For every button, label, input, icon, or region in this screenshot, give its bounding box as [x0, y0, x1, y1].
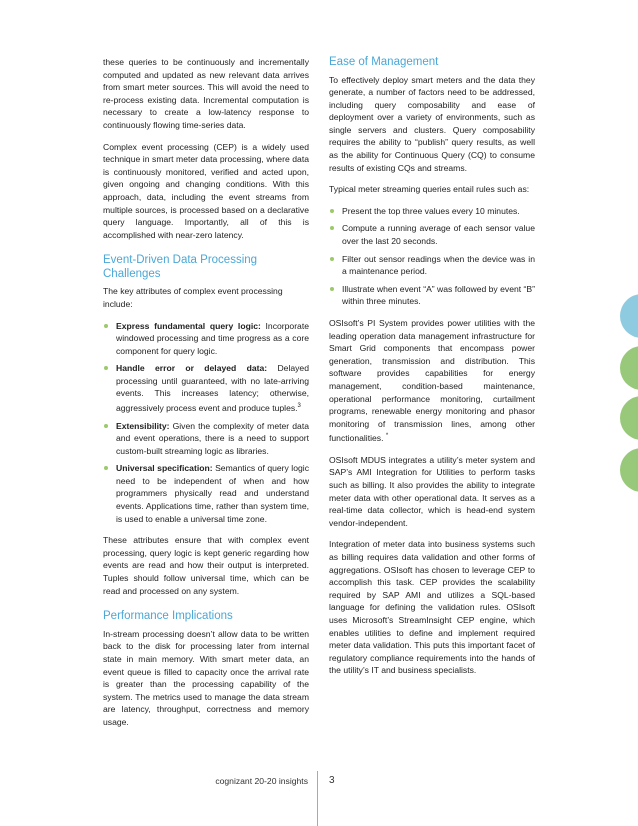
- section-heading-performance: Performance Implications: [103, 610, 233, 623]
- integration-paragraph: Integration of meter data into business systems such as billing requires data validation and other forms of aggregations. OSIsoft has chosen to leverage CEP to accomplish this task. CEP provides the scalability required by SAP AMI and utilizes a SQL-based language for defining the validation rules. OSIsoft uses Microsoft’s StreamInsight CEP engine, which enables utilities to define and implement required meter data validation. This puts this important facet of regulatory compliance requirements into the hands of the utility’s IT and business specialists.: [329, 539, 535, 676]
- left-column: [103, 56, 309, 737]
- section-heading-ease-of-management: Ease of Management: [329, 56, 439, 68]
- list-item: [103, 462, 309, 525]
- performance-paragraph: In-stream processing doesn’t allow data to be written back to the disk for processing later from internal state in main memory. With smart meter data, an event queue is filled to capacity once the arrival rate is greater than the processing capability of the system. The metrics used to manage the data stream are latency, throughput, correctness and memory usage.: [103, 628, 309, 727]
- bullet-term: Express fundamental query logic:: [116, 320, 261, 331]
- footer-publication: cognizant 20-20 insights: [215, 776, 308, 786]
- decorative-green-circle-1: [620, 346, 638, 390]
- bullet-term: Handle error or delayed data:: [116, 363, 268, 374]
- page-number: 3: [329, 775, 335, 786]
- attributes-list: [103, 320, 309, 526]
- list-item: Compute a running average of each sensor value over the last 20 seconds.: [329, 222, 535, 247]
- footnote-marker: 3: [297, 403, 301, 410]
- bullet-text: Given the complexity of meter data and event operations, there is a need to support custom-built streaming logic as libraries.: [116, 420, 309, 456]
- section-closing: These attributes ensure that with complex event processing, query logic is kept generic regarding how events are read and how their output is interpreted. Tuples should follow universal time, which can be read and processed on any system.: [103, 535, 309, 596]
- osisoft-mdus-paragraph: OSIsoft MDUS integrates a utility’s meter system and SAP’s AMI Integration for Utilities to perform tasks such as billing. It also provides the ability to integrate meter data with other operational data. It serves as a real-time data collector, which is head-end system vendor-independent.: [329, 454, 535, 528]
- bullet-term: Universal specification:: [116, 463, 213, 474]
- query-rules-list: [329, 205, 535, 308]
- list-item: Filter out sensor readings when the device was in a maintenance period.: [329, 253, 535, 278]
- section-heading-event-driven: Event-Driven Data Processing Challenges: [103, 254, 258, 280]
- list-item: Illustrate when event “A” was followed by event “B” within three minutes.: [329, 283, 535, 308]
- bullet-term: Extensibility:: [116, 420, 170, 431]
- list-item: Present the top three values every 10 minutes.: [329, 205, 535, 218]
- intro-paragraph-1: these queries to be continuously and incrementally computed and updated as new relevant data arrives from smart meter sources. This will avoid the need to re-process existing data. Incremental computation is necessary to create a low-latency response to continuously flowing time-series data.: [103, 57, 309, 130]
- list-item: [103, 320, 309, 358]
- osisoft-pi-text: OSIsoft’s PI System provides power utilities with the leading operation data management infrastructure for Smart Grid components that encompass power generation, transmission and distribution. This software provides capabilities for energy management, condition-based maintenance, operational performance monitoring, curtailment programs, renewable energy monitoring and phasor monitoring of transmission lines, among other functionalities.: [329, 318, 535, 444]
- management-paragraph-2: Typical meter streaming queries entail rules such as:: [329, 184, 530, 195]
- osisoft-pi-paragraph: [329, 317, 535, 445]
- decorative-green-circle-3: [620, 448, 638, 492]
- right-column: [329, 56, 535, 686]
- bullet-text: Incorporate windowed processing and time progress as a core component for query logic.: [116, 320, 309, 356]
- bullet-text: Semantics of query logic need to be independent of when and how programmers physically read and understand events. Applications time, rather than system time, is used to enable a universal time zone.: [116, 463, 309, 524]
- bullet-text: Delayed processing until guaranteed, with no late-arriving events. This increases latency; otherwise, aggressively process event and produce tuples.: [116, 363, 309, 413]
- intro-paragraph-2: Complex event processing (CEP) is a widely used technique in smart meter data processing, where data is continuously monitored, verified and acted upon, given ongoing and changing conditions. With this approach, data, including the event streams from multiple sources, is processed based on a declarative query language. Importantly, all of this is accomplished with near-zero latency.: [103, 141, 309, 240]
- asterisk-marker: *: [385, 433, 389, 440]
- section-lead: The key attributes of complex event processing include:: [103, 286, 283, 309]
- decorative-blue-circle: [620, 294, 638, 338]
- decorative-green-circle-2: [620, 396, 638, 440]
- list-item: [103, 362, 309, 414]
- list-item: [103, 420, 309, 458]
- footer-divider: [317, 771, 318, 826]
- management-paragraph-1: To effectively deploy smart meters and the data they generate, a number of factors need to be addressed, including query composability and ease of deployment over a variety of environments, such as single servers and clusters. Query composability requires the ability to “publish” query results, as well as the ability for Continuous Query (CQ) to consume results of existing CQs and streams.: [329, 74, 535, 173]
